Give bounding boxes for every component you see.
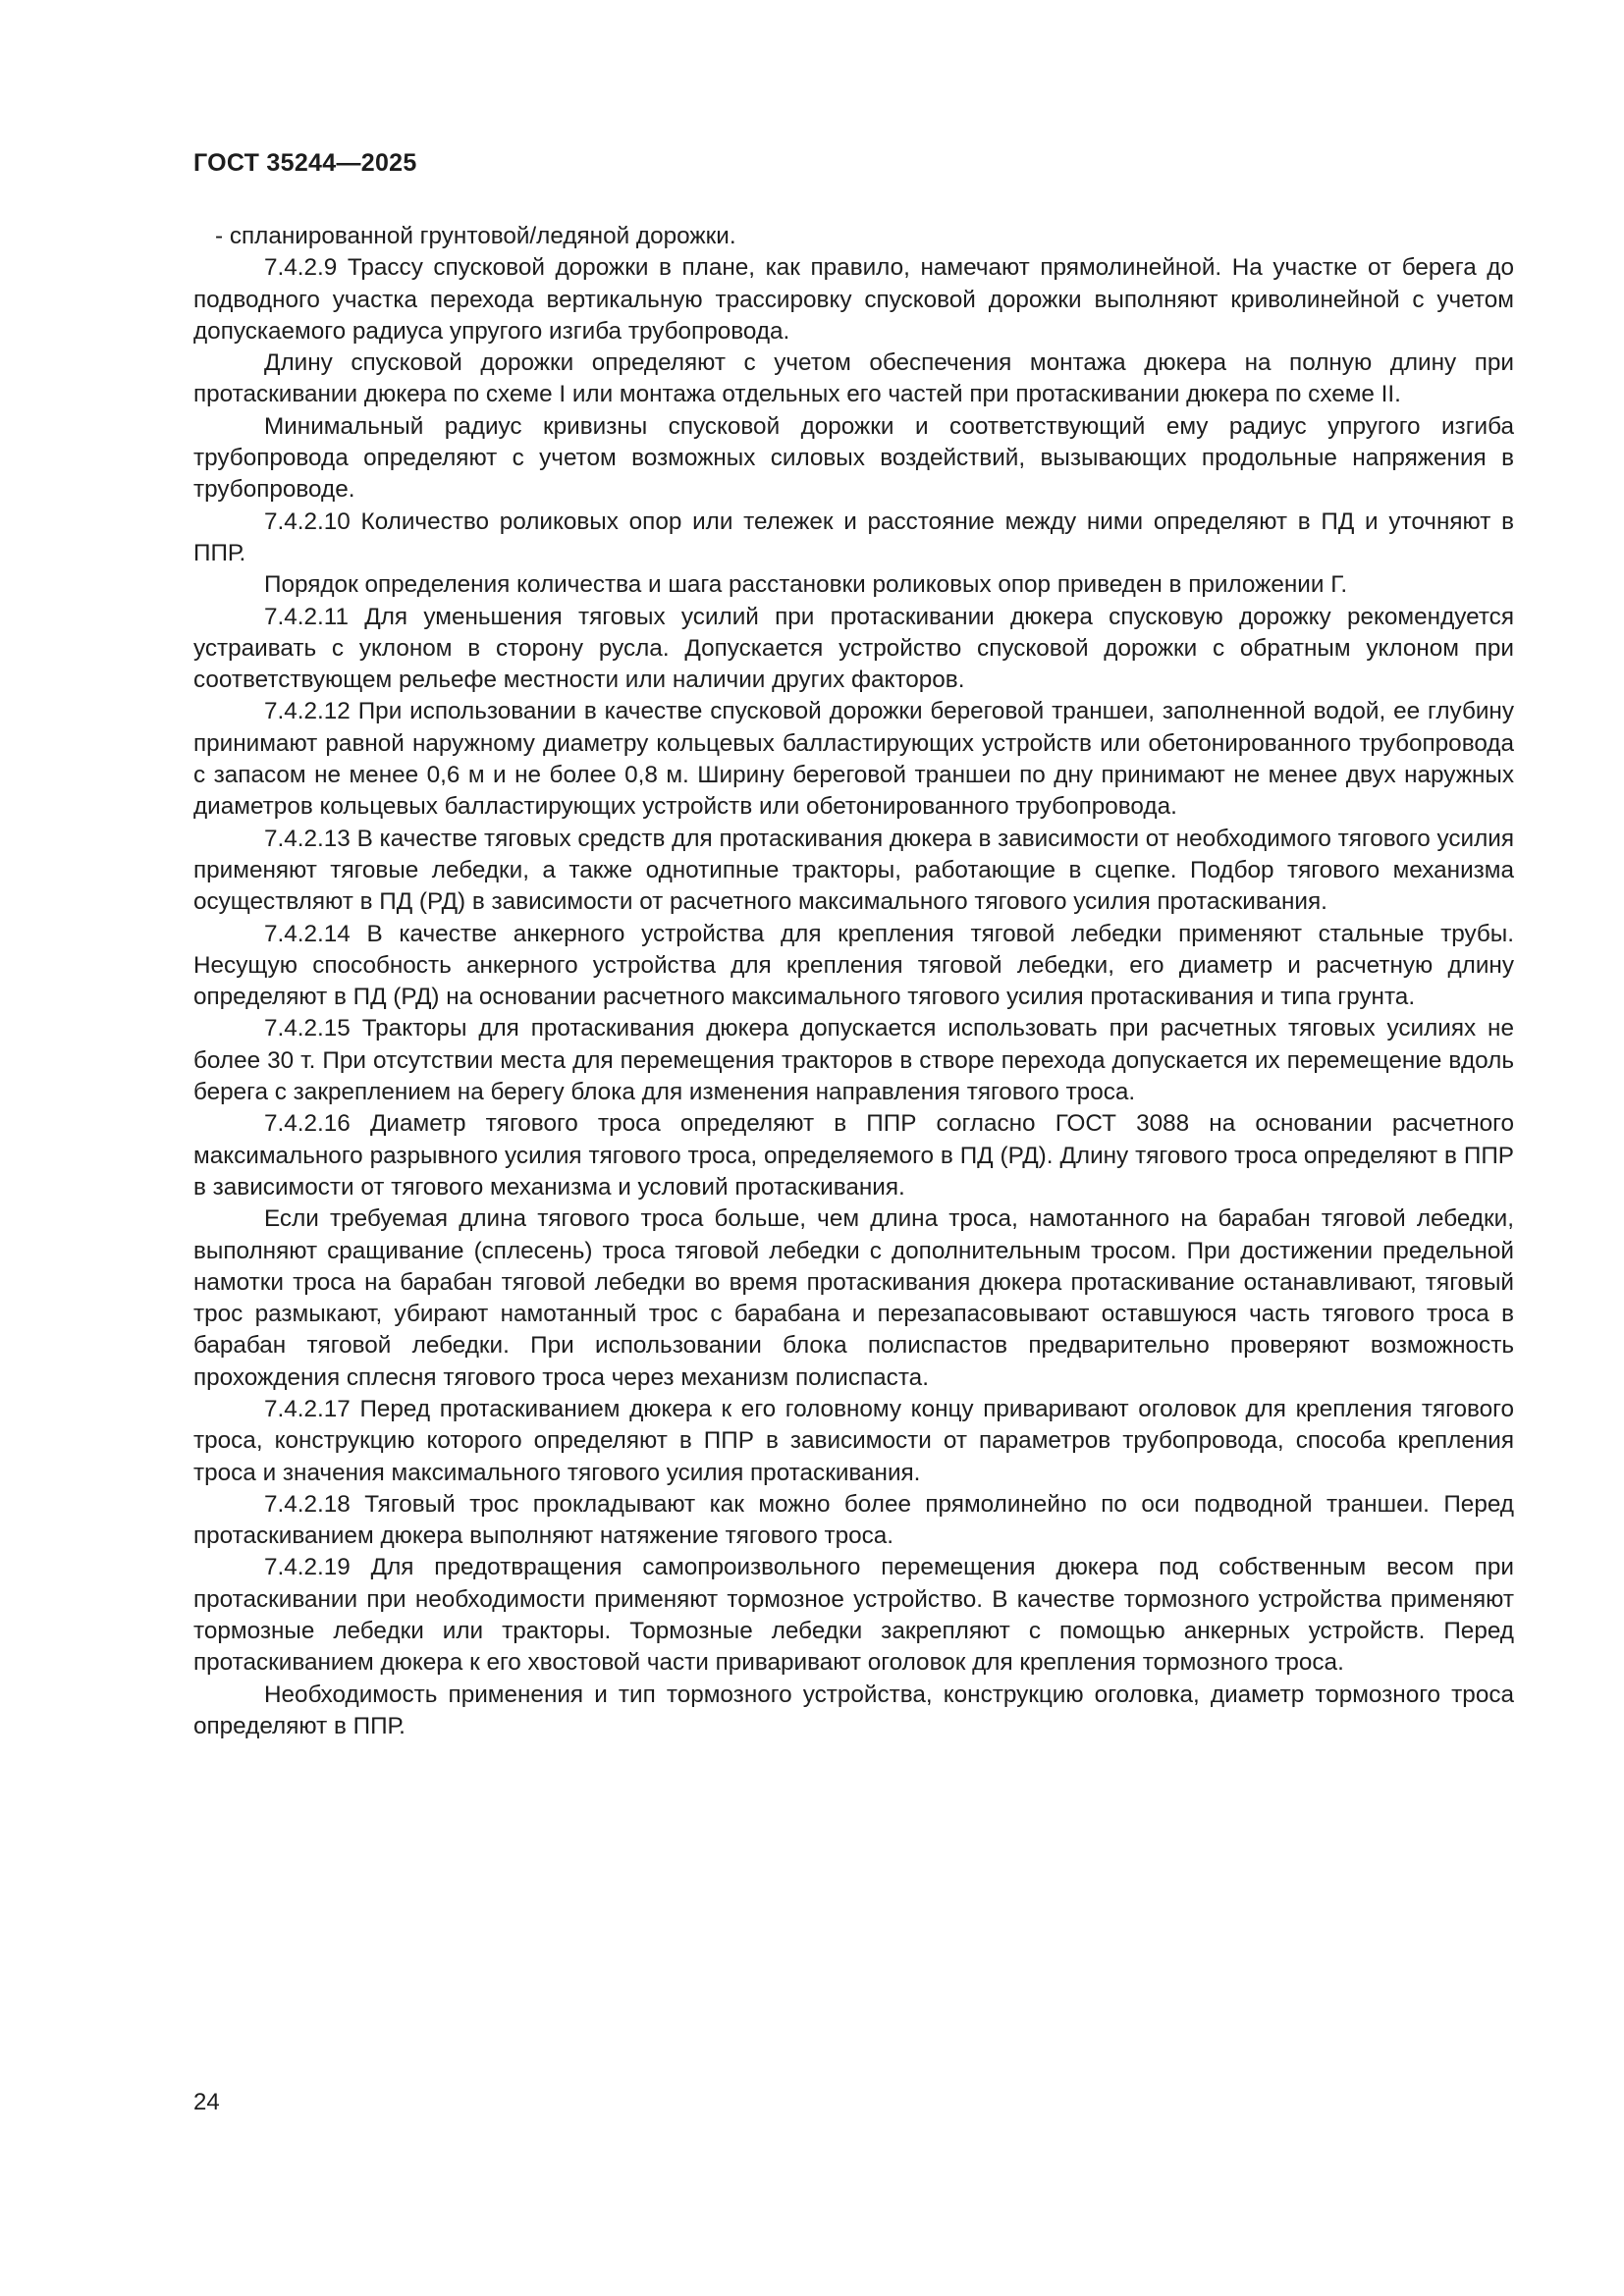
- paragraph-7-4-2-9: 7.4.2.9 Трассу спусковой дорожки в плане, как правило, намечают прямолинейной. На участке от берега до подводного участка перехода вертикальную трассировку спусковой дорожки выполняют криволинейной с учетом допускаемого радиуса упругого изгиба трубопровода.: [193, 254, 1514, 345]
- document-body: [193, 221, 1514, 1742]
- paragraph-rope-splicing: Если требуемая длина тягового троса больше, чем длина троса, намотанного на барабан тяговой лебедки, выполняют сращивание (сплесень) троса тяговой лебедки с дополнительным тросом. При достижении предельной намотки троса на барабан тяговой лебедки во время протаскивания дюкера протаскивание останавливают, тяговый трос размыкают, убирают намотанный трос с барабана и перезапасовывают оставшуюся часть тягового троса в барабан тяговой лебедки. При использовании блока полиспастов предварительно проверяют возможность прохождения сплесня тягового троса через механизм полиспаста.: [193, 1205, 1514, 1391]
- paragraph-7-4-2-18: 7.4.2.18 Тяговый трос прокладывают как можно более прямолинейно по оси подводной траншеи. Перед протаскиванием дюкера выполняют натяжение тягового троса.: [193, 1490, 1514, 1550]
- paragraph-roller-supports-order: Порядок определения количества и шага расстановки роликовых опор приведен в приложении Г.: [264, 571, 1348, 599]
- paragraph-7-4-2-19: 7.4.2.19 Для предотвращения самопроизвольного перемещения дюкера под собственным весом при протаскивании при необходимости применяют тормозное устройство. В качестве тормозного устройства применяют тормозные лебедки или тракторы. Тормозные лебедки закрепляют с помощью анкерных устройств. Перед протаскиванием дюкера к его хвостовой части приваривают оголовок для крепления тормозного троса.: [193, 1554, 1514, 1677]
- paragraph-7-4-2-14: 7.4.2.14 В качестве анкерного устройства для крепления тяговой лебедки применяют стальные трубы. Несущую способность анкерного устройства для крепления тяговой лебедки, его диаметр и расчетную длину определяют в ПД (РД) на основании расчетного максимального тягового усилия протаскивания и типа грунта.: [193, 920, 1514, 1011]
- paragraph-7-4-2-11: 7.4.2.11 Для уменьшения тяговых усилий при протаскивании дюкера спусковую дорожку рекомендуется устраивать с уклоном в сторону русла. Допускается устройство спусковой дорожки с обратным уклоном при соответствующем рельефе местности или наличии других факторов.: [193, 603, 1514, 694]
- paragraph-launch-track-length: Длину спусковой дорожки определяют с учетом обеспечения монтажа дюкера на полную длину при протаскивании дюкера по схеме I или монтажа отдельных его частей при протаскивании дюкера по схеме II.: [193, 349, 1514, 408]
- paragraph-7-4-2-16: 7.4.2.16 Диаметр тягового троса определяют в ППР согласно ГОСТ 3088 на основании расчетного максимального разрывного усилия тягового троса, определяемого в ПД (РД). Длину тягового троса определяют в ППР в зависимости от тягового механизма и условий протаскивания.: [193, 1110, 1514, 1201]
- paragraph-7-4-2-15: 7.4.2.15 Тракторы для протаскивания дюкера допускается использовать при расчетных тяговых усилиях не более 30 т. При отсутствии места для перемещения тракторов в створе перехода допускается их перемещение вдоль берега с закреплением на берегу блока для изменения направления тягового троса.: [193, 1015, 1514, 1106]
- paragraph-brake-device: Необходимость применения и тип тормозного устройства, конструкцию оголовка, диаметр тормозного троса определяют в ППР.: [193, 1681, 1514, 1739]
- page-number: 24: [193, 2089, 220, 2115]
- paragraph-min-radius: Минимальный радиус кривизны спусковой дорожки и соответствующий ему радиус упругого изгиба трубопровода определяют с учетом возможных силовых воздействий, вызывающих продольные напряжения в трубопроводе.: [193, 412, 1514, 504]
- paragraph-7-4-2-13: 7.4.2.13 В качестве тяговых средств для протаскивания дюкера в зависимости от необходимого тягового усилия применяют тяговые лебедки, а также однотипные тракторы, работающие в сцепке. Подбор тягового механизма осуществляют в ПД (РД) в зависимости от расчетного максимального тягового усилия протаскивания.: [193, 825, 1514, 916]
- paragraph-list-item: - спланированной грунтовой/ледяной дорожки.: [215, 223, 736, 249]
- paragraph-7-4-2-10: 7.4.2.10 Количество роликовых опор или тележек и расстояние между ними определяют в ПД и уточняют в ППР.: [193, 507, 1514, 566]
- paragraph-7-4-2-17: 7.4.2.17 Перед протаскиванием дюкера к его головному концу приваривают оголовок для крепления тягового троса, конструкцию которого определяют в ППР в зависимости от параметров трубопровода, способа крепления троса и значения максимального тягового усилия протаскивания.: [193, 1395, 1514, 1486]
- paragraph-7-4-2-12: 7.4.2.12 При использовании в качестве спусковой дорожки береговой траншеи, заполненной водой, ее глубину принимают равной наружному диаметру кольцевых балластирующих устройств или обетонированного трубопровода с запасом не менее 0,6 м и не более 0,8 м. Ширину береговой траншеи по дну принимают не менее двух наружных диаметров кольцевых балластирующих устройств или обетонированного трубопровода.: [193, 698, 1514, 821]
- document-code-header: ГОСТ 35244—2025: [193, 149, 417, 177]
